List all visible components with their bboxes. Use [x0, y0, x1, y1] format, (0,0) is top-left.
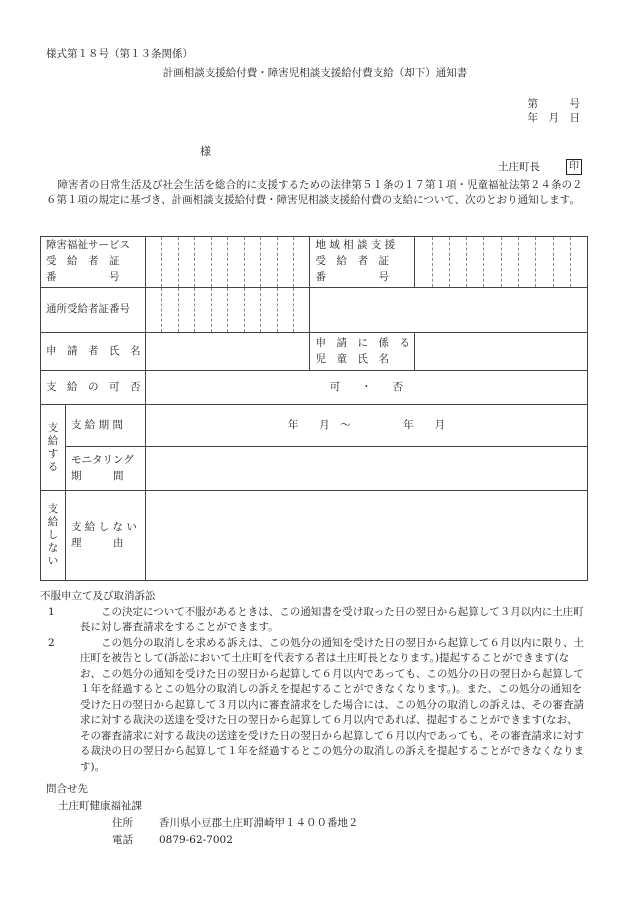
- form-number: 様式第１８号（第１３条関係）: [46, 48, 193, 60]
- contact-address: 住所 香川県小豆郡土庄町淵崎甲１４００番地２: [112, 817, 359, 829]
- cell-regional-cert-number[interactable]: [415, 237, 588, 288]
- appeal-section: [40, 589, 588, 775]
- cell-nopay-group-label: 支給しない: [41, 491, 66, 581]
- cell-child-name[interactable]: [415, 333, 588, 371]
- cell-commute-cert-label: 通所受給者証番号: [41, 288, 146, 333]
- cell-pay-period-label: 支 給 期 間: [65, 405, 145, 447]
- cell-child-label: 申 請 に 係 る 児 童 氏 名: [310, 333, 415, 371]
- cell-service-cert-number[interactable]: [145, 237, 310, 288]
- document-title: 計画相談支援給付費・障害児相談支援給付費支給（却下）通知書: [162, 67, 468, 79]
- cell-reason-label: 支 給 し な い 理 由: [65, 491, 145, 581]
- cell-service-cert-label: 障害福祉サービス 受 給 者 証 番 号: [41, 237, 146, 288]
- appeal-item: 2 この処分の取消しを求める訴えは、この処分の通知を受けた日の翌日から起算して６月以内に限り、土庄町を被告として(訴訟において土庄町を代表する者は土庄町長となります。)提起することができます(なお、この処分の通知を受けた日の翌日から起算して６月以内であっても、この処分の日の翌日から起算して１年を経過するとこの処分の取消しの訴えを提起することができなくなります。)。また、この処分の通知を受けた日の翌日から起算して３月以内に審査請求をした場合には、この処分の取消しの訴えは、その審査請求に対する裁決の送達を受けた日の翌日から起算して６月以内であれば、提起することができます(なお、その審査請求に対する裁決の送達を受けた日の翌日から起算して６月以内であっても、その審査請求に対する裁決の日の翌日から起算して１年を経過するとこの処分の取消しの訴えを提起することができなくなります)。: [48, 636, 584, 773]
- cell-monitoring-value[interactable]: [145, 447, 587, 491]
- cell-pay-group-label: 支給する: [41, 405, 66, 491]
- appeal-heading: 不服申立て及び取消訴訟: [40, 590, 156, 602]
- cell-reason-value[interactable]: [145, 491, 587, 581]
- document-number-line: 第 号: [527, 98, 580, 110]
- contact-section: [46, 781, 359, 849]
- intro-paragraph: 障害者の日常生活及び社会生活を総合的に支援するための法律第５１条の１７第１項・児童福祉法第２４条の２６第１項の規定に基づき、計画相談支援給付費・障害児相談支援給付費の支給について、次のとおり通知します。: [46, 179, 583, 206]
- issuer-name: 土庄町長: [498, 161, 540, 173]
- cell-approval-label: 支 給 の 可 否: [41, 371, 146, 405]
- contact-phone: 電話 0879-62-7002: [112, 834, 233, 846]
- contact-department: 土庄町健康福祉課: [58, 800, 142, 812]
- addressee-suffix: 様: [200, 145, 211, 158]
- cell-empty: [310, 288, 588, 333]
- cell-commute-cert-number[interactable]: [145, 288, 310, 333]
- contact-heading: 問合せ先: [46, 783, 88, 795]
- notice-form-table: [40, 236, 588, 581]
- cell-applicant-label: 申 請 者 氏 名: [41, 333, 146, 371]
- seal-mark: 印: [566, 159, 582, 175]
- cell-monitoring-label: モニタリング 期 間: [65, 447, 145, 491]
- appeal-item: 1 この決定について不服があるときは、この通知書を受け取った日の翌日から起算して３月以内に土庄町長に対し審査請求をすることができます。: [48, 605, 584, 633]
- cell-applicant-name[interactable]: [145, 333, 310, 371]
- cell-pay-period-value[interactable]: 年 月 ～ 年 月: [145, 405, 587, 447]
- cell-approval-value[interactable]: 可 ・ 否: [145, 371, 587, 405]
- date-line: 年 月 日: [527, 112, 580, 124]
- cell-regional-cert-label: 地 域 相 談 支 援 受 給 者 証 番 号: [310, 237, 415, 288]
